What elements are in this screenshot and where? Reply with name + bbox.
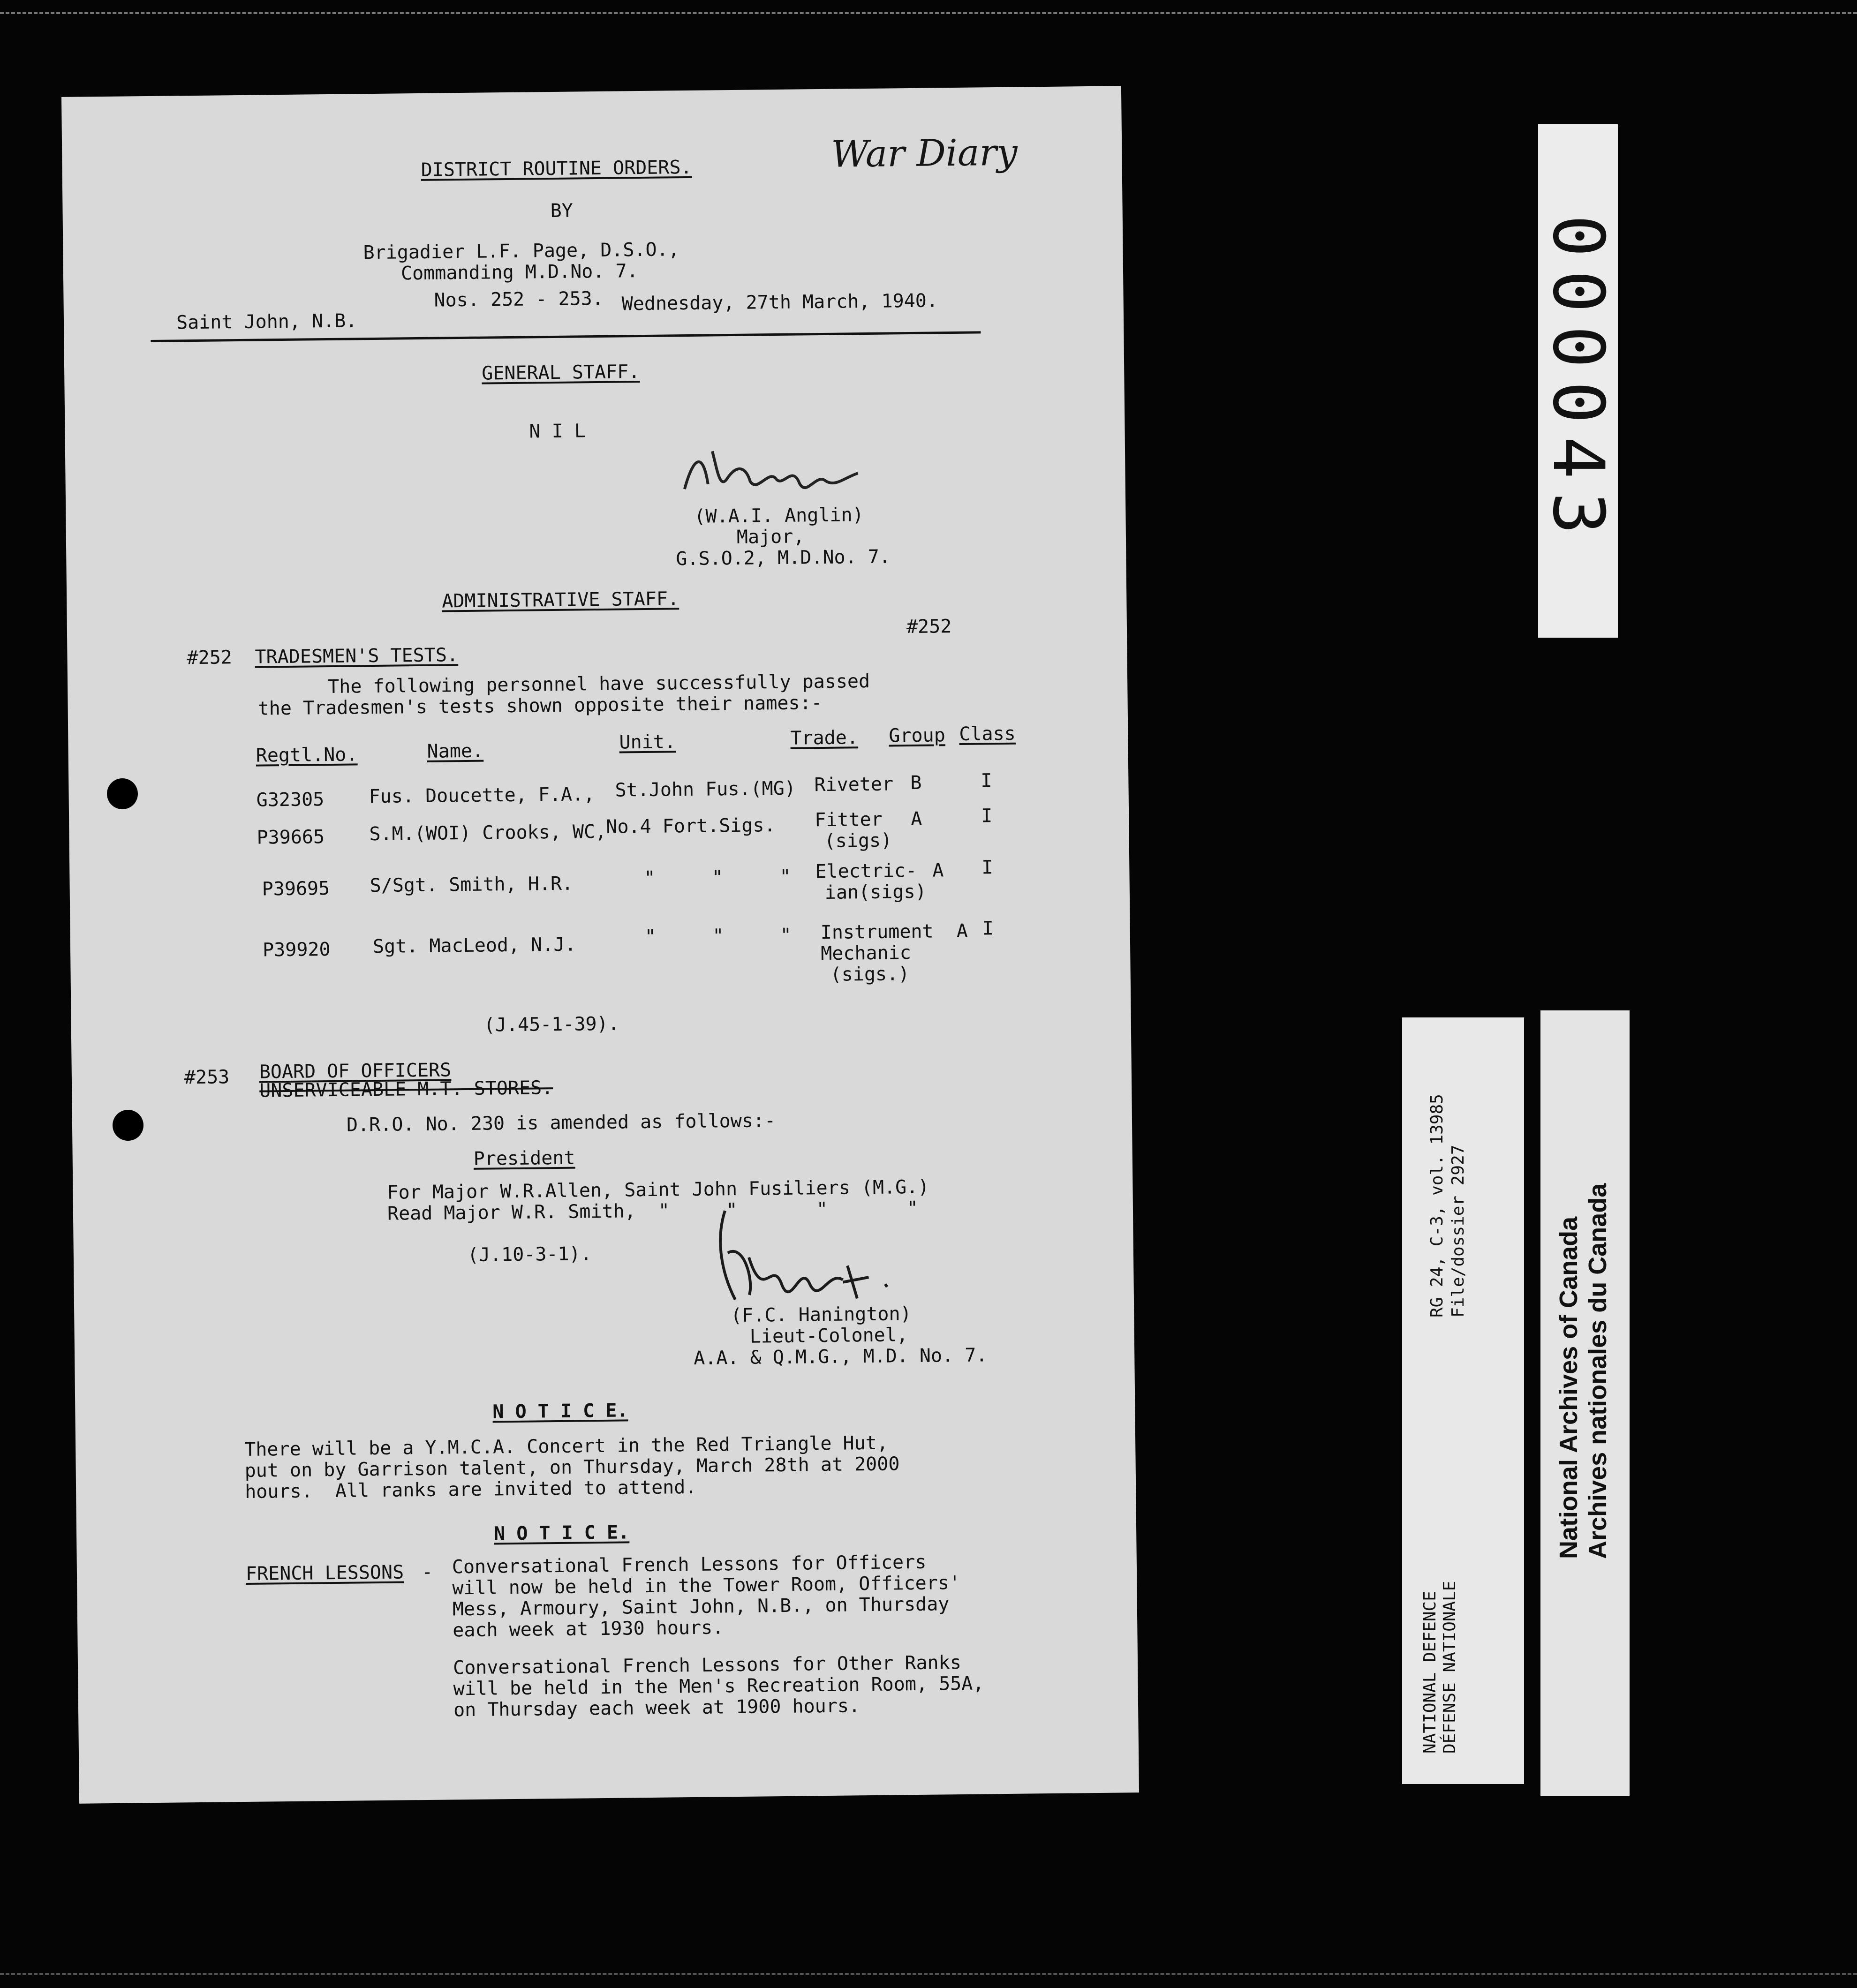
national-archives-label — [1540, 1010, 1630, 1796]
anglin-signature — [675, 436, 873, 508]
order-253-title-2: UNSERVICEABLE M.T. STORES. — [259, 1077, 553, 1102]
french-lessons-dash: - — [421, 1561, 433, 1583]
row-trade: Electric- — [815, 859, 917, 883]
film-edge-top — [0, 12, 1857, 14]
row-trade: Instrument — [820, 920, 934, 944]
department-line-2: DÉFENSE NATIONALE — [1440, 1581, 1459, 1754]
anglin-post: G.S.O.2, M.D.No. 7. — [676, 546, 891, 570]
hanington-signature — [706, 1199, 904, 1314]
notice-1-heading: N O T I C E. — [492, 1400, 628, 1423]
french-lessons-p1-line-2: will now be held in the Tower Room, Officers' — [452, 1572, 961, 1599]
row-name: Fus. Doucette, F.A., — [369, 783, 595, 808]
notice-1-line-2: put on by Garrison talent, on Thursday, March 28th at 2000 — [244, 1453, 900, 1482]
order-252-reference: (J.45-1-39). — [483, 1013, 619, 1036]
anglin-rank: Major, — [736, 526, 805, 548]
row-name: S/Sgt. Smith, H.R. — [370, 873, 574, 897]
order-253-for-line: For Major W.R.Allen, Saint John Fusiliers (M.G.) — [387, 1176, 929, 1204]
col-header-regtl-no: Regtl.No. — [256, 744, 358, 767]
nac-english: National Archives of Canada — [1555, 1216, 1583, 1559]
french-lessons-p2-line-3: on Thursday each week at 1900 hours. — [453, 1695, 861, 1721]
frame-number-strip — [1538, 124, 1618, 638]
order-252-intro-2: the Tradesmen's tests shown opposite their names:- — [257, 692, 823, 720]
order-253-number: #253 — [184, 1066, 230, 1089]
col-header-unit: Unit. — [619, 731, 676, 753]
general-staff-heading: GENERAL STAFF. — [481, 361, 640, 384]
order-253-reference: (J.10-3-1). — [467, 1243, 592, 1266]
order-252-intro-1: The following personnel have successfully passed — [327, 670, 870, 698]
row-class: I — [981, 857, 993, 879]
french-lessons-p1-line-3: Mess, Armoury, Saint John, N.B., on Thursday — [452, 1593, 950, 1620]
archive-ref-line-2: File/dossier 2927 — [1449, 1145, 1468, 1318]
archive-ref-line-1: RG 24, C-3, vol. 13985 — [1427, 1094, 1447, 1318]
row-trade: Fitter — [815, 808, 883, 831]
french-lessons-p1-line-4: each week at 1930 hours. — [453, 1617, 724, 1642]
nac-french: Archives nationales du Canada — [1584, 1183, 1612, 1559]
punch-hole-upper — [107, 778, 138, 809]
col-header-class: Class — [959, 723, 1016, 745]
order-252-number: #252 — [187, 647, 233, 669]
row-group: A — [956, 920, 968, 942]
hanington-rank: Lieut-Colonel, — [749, 1324, 908, 1348]
general-staff-nil: N I L — [529, 420, 586, 443]
row-name: Sgt. MacLeod, N.J. — [372, 934, 576, 958]
order-253-read-line: Read Major W.R. Smith, " " " " — [387, 1197, 919, 1225]
row-class: I — [981, 770, 992, 792]
row-name: S.M.(WOI) Crooks, WC, — [369, 821, 607, 845]
archive-reference-label — [1402, 1017, 1524, 1784]
order-numbers: Nos. 252 - 253. — [434, 287, 604, 311]
document-title: DISTRICT ROUTINE ORDERS. — [421, 156, 692, 181]
row-regtl-no: P39920 — [262, 939, 331, 961]
row-trade-line3: (sigs.) — [830, 963, 910, 986]
row-unit: " " " — [644, 924, 792, 948]
french-lessons-label: FRENCH LESSONS — [245, 1561, 404, 1585]
row-group: B — [910, 772, 922, 794]
order-252-title: TRADESMEN'S TESTS. — [255, 644, 459, 668]
order-252-number-right: #252 — [906, 616, 952, 638]
french-lessons-p2-line-2: will be held in the Men's Recreation Room, 55A, — [453, 1672, 984, 1700]
issue-place: Saint John, N.B. — [176, 310, 357, 334]
order-253-title-1: BOARD OF OFFICERS — [259, 1059, 452, 1083]
french-lessons-p2-line-1: Conversational French Lessons for Other Ranks — [453, 1652, 962, 1679]
row-unit: No.4 Fort.Sigs. — [606, 814, 776, 838]
row-regtl-no: P39695 — [262, 878, 330, 900]
row-class: I — [981, 805, 993, 827]
notice-1-line-1: There will be a Y.M.C.A. Concert in the Red Triangle Hut, — [244, 1432, 889, 1461]
document-sheet — [61, 86, 1139, 1803]
row-unit: " " " — [644, 866, 791, 889]
notice-2-heading: N O T I C E. — [493, 1521, 630, 1545]
row-class: I — [982, 918, 994, 940]
commanding-officer: Brigadier L.F. Page, D.S.O., — [363, 239, 680, 264]
col-header-group: Group — [889, 724, 946, 747]
row-trade-line2: ian(sigs) — [824, 881, 927, 904]
row-trade-line2: Mechanic — [820, 942, 912, 965]
hanington-post: A.A. & Q.M.G., M.D. No. 7. — [694, 1344, 988, 1369]
administrative-staff-heading: ADMINISTRATIVE STAFF. — [442, 588, 679, 612]
row-group: A — [910, 808, 922, 830]
department-line-1: NATIONAL DEFENCE — [1420, 1591, 1440, 1754]
row-group: A — [932, 859, 944, 881]
punch-hole-lower — [113, 1110, 143, 1141]
order-253-president: President — [473, 1147, 575, 1170]
command-line: Commanding M.D.No. 7. — [400, 260, 638, 285]
row-regtl-no: P39665 — [257, 826, 325, 849]
frame-number: 000043 — [1537, 214, 1619, 548]
notice-1-line-3: hours. All ranks are invited to attend. — [244, 1476, 697, 1503]
col-header-trade: Trade. — [790, 727, 859, 749]
issue-date: Wednesday, 27th March, 1940. — [621, 290, 938, 315]
row-regtl-no: G32305 — [256, 789, 325, 811]
anglin-name: (W.A.I. Anglin) — [694, 504, 864, 527]
handwritten-war-diary-note: War Diary — [830, 131, 1018, 176]
col-header-name: Name. — [427, 740, 484, 762]
film-edge-bottom — [0, 1973, 1857, 1975]
french-lessons-p1-line-1: Conversational French Lessons for Officers — [452, 1551, 927, 1578]
by-line: BY — [550, 200, 574, 222]
hanington-name: (F.C. Hanington) — [731, 1303, 912, 1327]
row-unit: St.John Fus.(MG) — [615, 777, 796, 801]
row-trade-line2: (sigs) — [824, 829, 892, 852]
order-253-amend: D.R.O. No. 230 is amended as follows:- — [346, 1110, 776, 1136]
row-trade: Riveter — [814, 773, 894, 796]
